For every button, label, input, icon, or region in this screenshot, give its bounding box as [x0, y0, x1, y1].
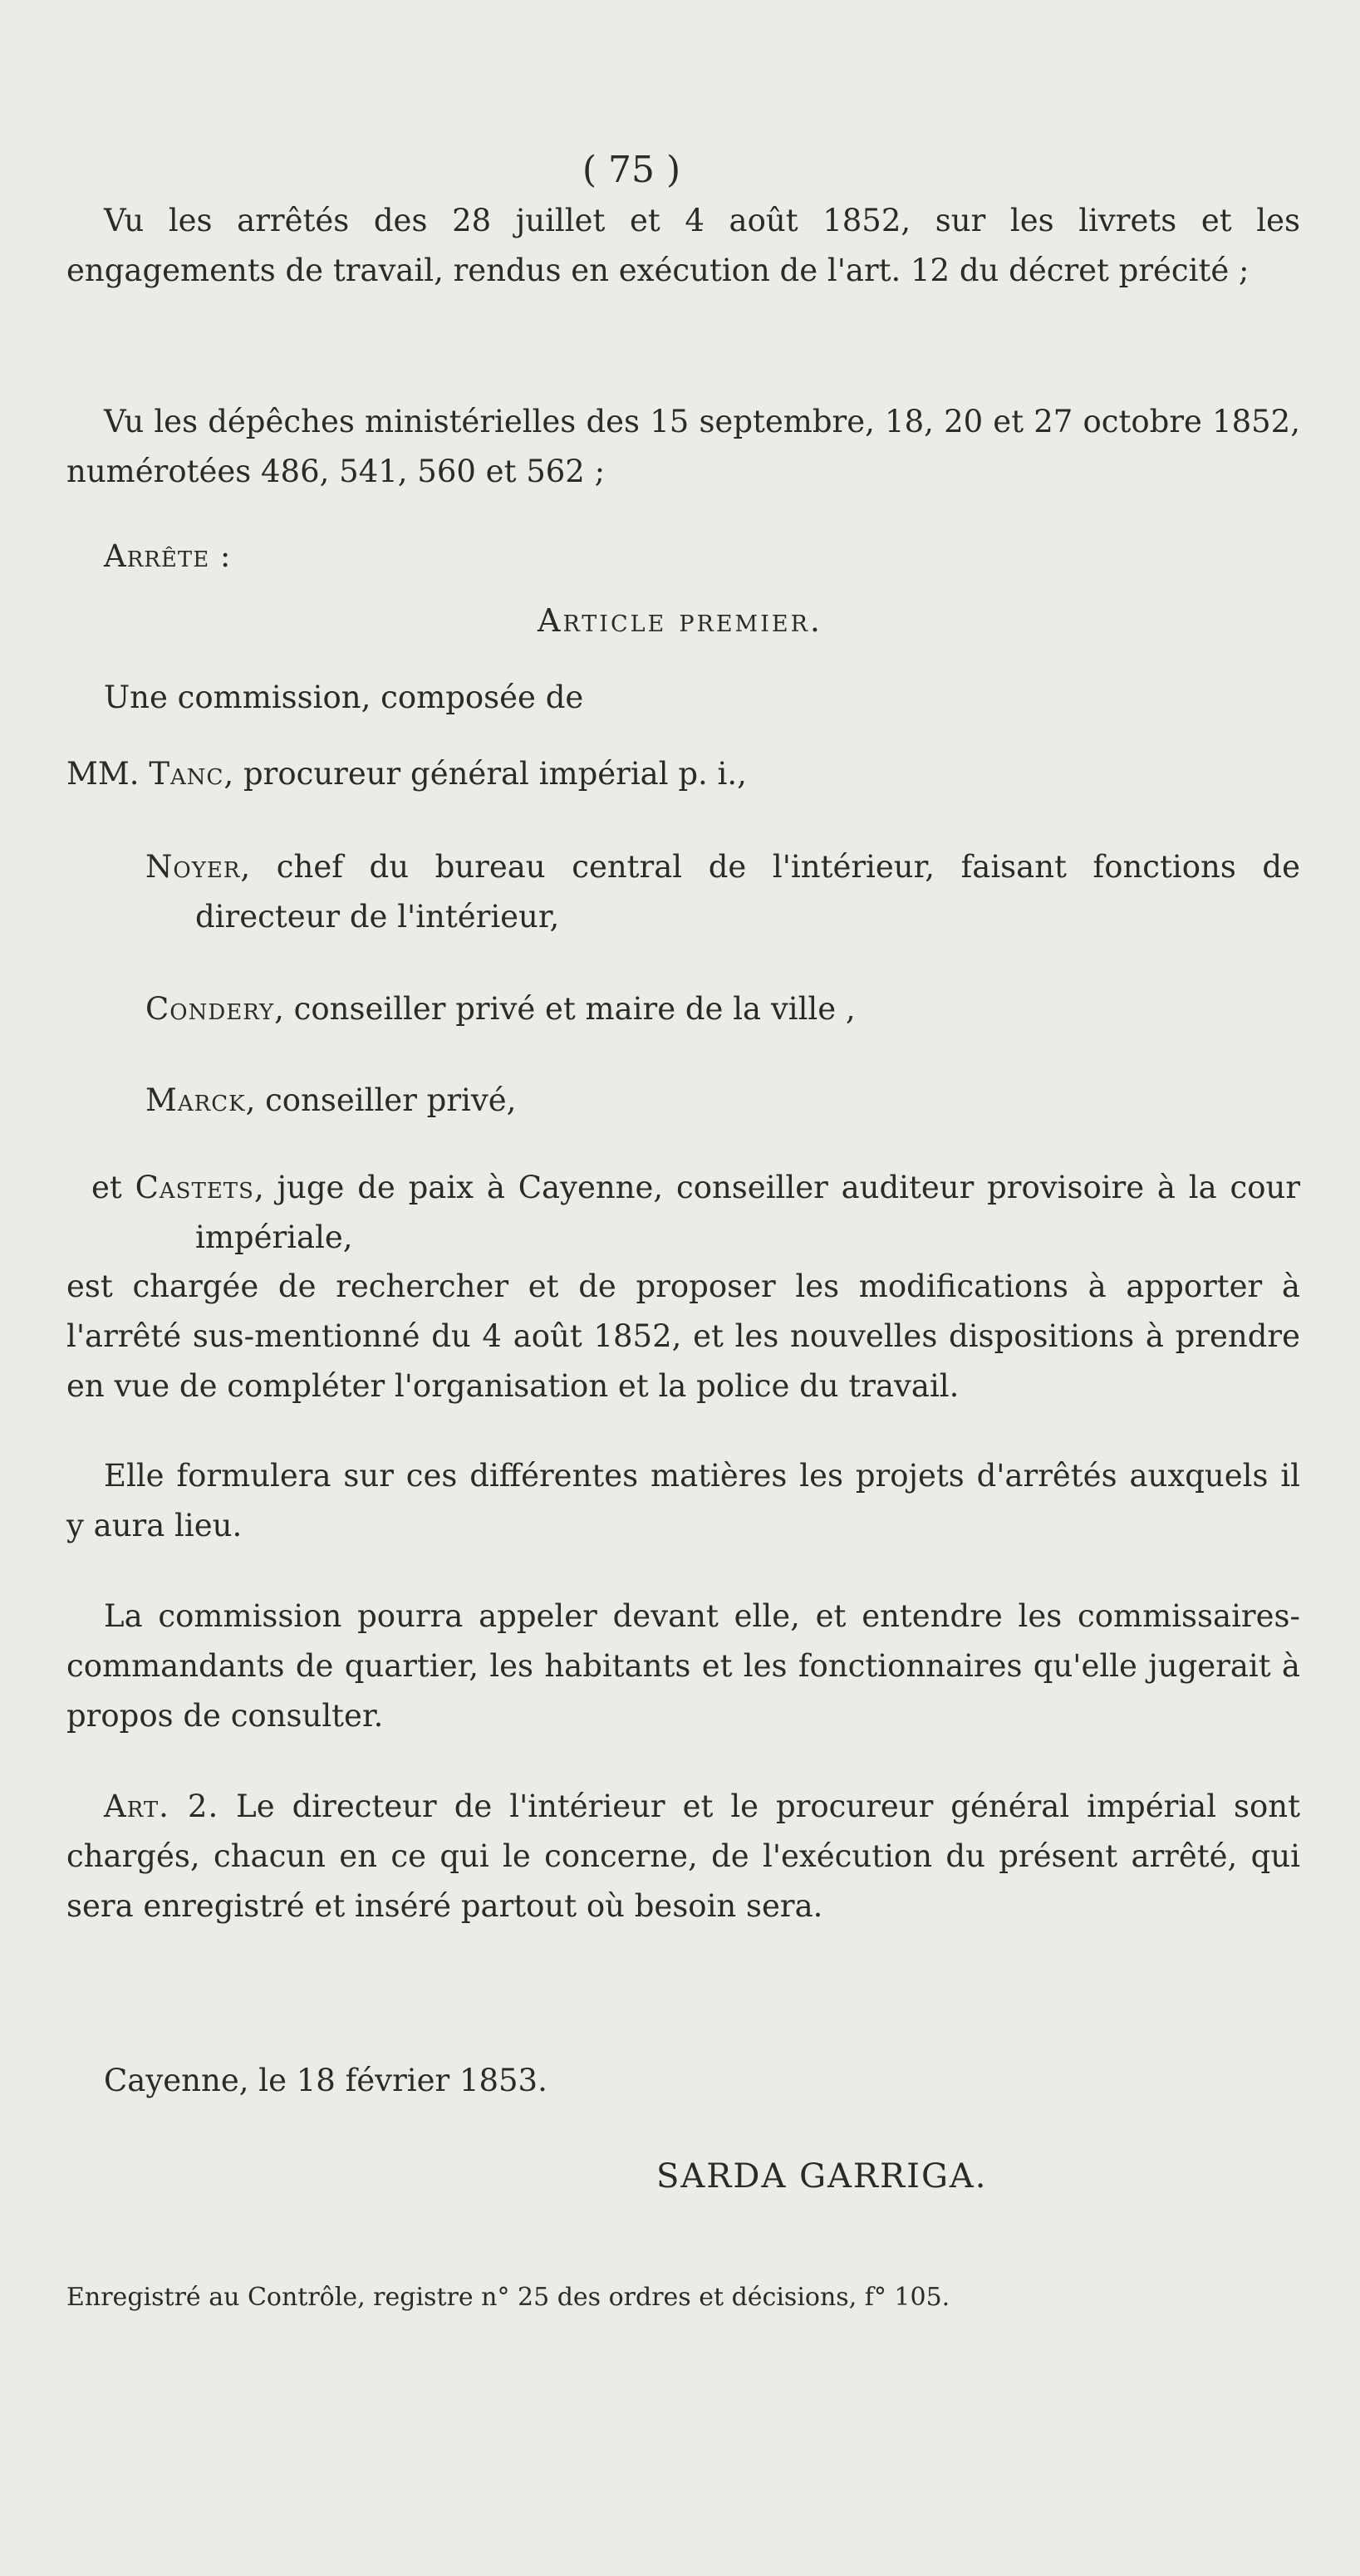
member-role: , conseiller privé et maire de la ville ,	[274, 991, 856, 1027]
member-role: , chef du bureau central de l'intérieur, faisant fonctions de directeur de l'intérieur,	[195, 849, 1300, 935]
paragraph-chargee: est chargée de rechercher et de proposer les modifications à apporter à l'arrêté sus-mentionné du 4 août 1852, et les nouvelles dispositions à prendre en vue de compléter l'organisation et la police du travail.	[66, 1268, 1300, 1404]
member-castets	[91, 1163, 1300, 1263]
member-prefix: et	[91, 1170, 122, 1205]
members-prefix: MM.	[66, 756, 140, 792]
article-2-text: Le directeur de l'intérieur et le procureur général impérial sont chargés, chacun en ce qui le concerne, de l'exécution du présent arrêté, qui sera enregistré et inséré partout où besoin sera.	[66, 1788, 1300, 1924]
member-noyer	[145, 842, 1300, 942]
member-role: , conseiller privé,	[245, 1082, 517, 1118]
member-name: Tanc	[149, 756, 224, 792]
member-name: Noyer	[145, 849, 241, 885]
member-tanc	[66, 749, 1300, 799]
member-marck	[145, 1076, 1300, 1126]
paragraph-formulera: Elle formulera sur ces différentes matières les projets d'arrêtés auxquels il y aura lieu.	[66, 1458, 1300, 1543]
date-line: Cayenne, le 18 février 1853.	[104, 2063, 547, 2098]
page-number: ( 75 )	[582, 149, 681, 191]
article-2-label: Art. 2.	[104, 1788, 219, 1824]
paragraph-arretes: Vu les arrêtés des 28 juillet et 4 août 1852, sur les livrets et les engagements de travail, rendus en exécution de l'art. 12 du décret précité ;	[66, 203, 1300, 288]
registration-note: Enregistré au Contrôle, registre n° 25 des ordres et décisions, f° 105.	[66, 2283, 950, 2312]
signature: SARDA GARRIGA.	[656, 2157, 988, 2196]
member-name: Castets	[135, 1170, 254, 1205]
member-name: Condery	[145, 991, 275, 1027]
article-heading: Article premier.	[538, 602, 822, 639]
paragraph-appeler: La commission pourra appeler devant elle, et entendre les commissaires-commandants de quartier, les habitants et les fonctionnaires qu'elle jugerait à propos de consulter.	[66, 1598, 1300, 1734]
member-condery	[145, 984, 1300, 1034]
member-role: , juge de paix à Cayenne, conseiller auditeur provisoire à la cour impériale,	[195, 1170, 1301, 1255]
arrete-label: Arrête :	[104, 538, 232, 574]
member-name: Marck	[145, 1082, 246, 1118]
commission-intro: Une commission, composée de	[104, 680, 584, 715]
paragraph-depeches: Vu les dépêches ministérielles des 15 septembre, 18, 20 et 27 octobre 1852, numérotées 486, 541, 560 et 562 ;	[66, 404, 1300, 489]
paragraph-article-2	[66, 1782, 1300, 1931]
member-role: , procureur général impérial p. i.,	[223, 756, 747, 792]
